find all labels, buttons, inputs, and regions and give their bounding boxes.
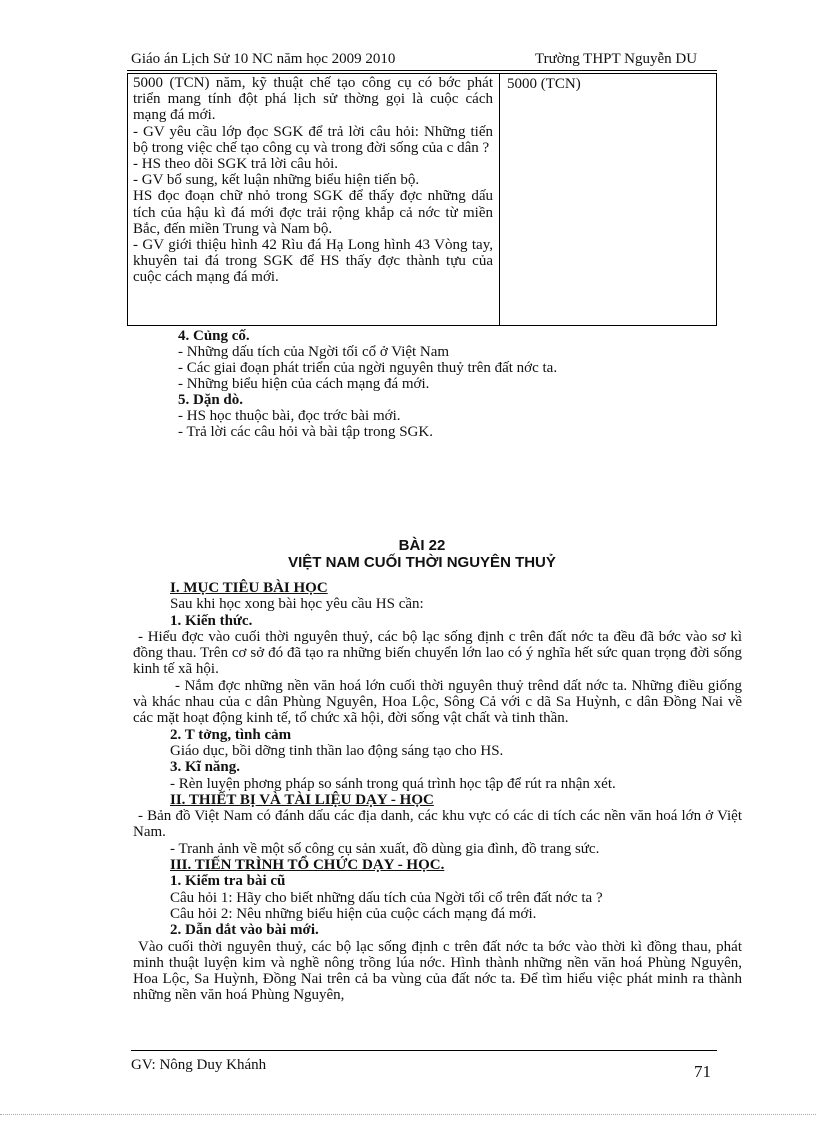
section-heading-objectives: I. MỤC TIÊU BÀI HỌC: [170, 580, 328, 596]
lesson-heading: [127, 537, 717, 571]
lesson-title: VIỆT NAM CUỐI THỜI NGUYÊN THUỶ: [288, 554, 556, 571]
table-right-cell: 5000 (TCN): [507, 76, 581, 92]
paragraph: - Rèn luyện phơng pháp so sánh trong quá trình học tập để rút ra nhận xét.: [170, 775, 616, 792]
table-line: HS đọc đoạn chữ nhỏ trong SGK để thấy đợc những dấu tích của hậu kì đá mới đợc trải rộng khắp cả nớc từ miền Bắc, đến miền Trung và Nam bộ.: [133, 188, 493, 237]
consolidate-item: - Những biểu hiện của cách mạng đá mới.: [178, 376, 430, 392]
review-question: Câu hỏi 2: Nêu những biểu hiện của cuộc cách mạng đá mới.: [170, 905, 537, 922]
objectives-intro: Sau khi học xong bài học yêu cầu HS cần:: [170, 596, 424, 613]
subheading-intro: 2. Dẫn dắt vào bài mới.: [170, 922, 319, 939]
review-question: Câu hỏi 1: Hãy cho biết những dấu tích của Ngời tối cổ trên đất nớc ta ?: [170, 889, 603, 906]
paragraph: - Tranh ảnh về một số công cụ sản xuất, đồ dùng gia đình, đồ trang sức.: [170, 840, 600, 857]
table-line: 5000 (TCN) năm, kỹ thuật chế tạo công cụ có bớc phát triển mang tính đột phá lịch sử thờng gọi là cuộc cách mạng đá mới.: [133, 75, 493, 124]
table-left-cell: [133, 75, 493, 286]
table-line: - GV bổ sung, kết luận những biểu hiện tiến bộ.: [133, 172, 420, 189]
consolidate-item: - Những dấu tích của Ngời tối cổ ở Việt Nam: [178, 344, 450, 360]
subheading-attitude: 2. T tởng, tình cảm: [170, 726, 292, 743]
homework-heading: 5. Dặn dò.: [178, 392, 244, 408]
lesson-body: [133, 580, 742, 1004]
paragraph: - Hiểu đợc vào cuối thời nguyên thuỷ, các bộ lạc sống định c trên đất nớc ta đều đã bớc vào sơ kì đồng thau. Trên cơ sở đó đã tạo ra những biến chuyển lớn lao có ý nghĩa hết sức quan trọng đời sống kinh tế xã hội.: [133, 628, 742, 678]
homework-item: - HS học thuộc bài, đọc trớc bài mới.: [178, 408, 401, 424]
consolidate-section: [178, 328, 718, 440]
footer-rule: [131, 1050, 717, 1051]
subheading-knowledge: 1. Kiến thức.: [170, 612, 253, 629]
paragraph: - Nắm đợc những nền văn hoá lớn cuối thời nguyên thuỷ trênd dất nớc ta. Những điều giống và khác nhau của c dân Phùng Nguyên, Hoa Lộc, Sông Cả với c dã Sa Huỳnh, c dân Đồng Nai về các mặt hoạt động kinh tế, tổ chức xã hội, đời sống vật chất và tinh thần.: [133, 677, 742, 727]
paragraph: Vào cuối thời nguyên thuỷ, các bộ lạc sống định c trên đất nớc ta bớc vào thời kì đồng thau, phát minh thuật luyện kim và nghề nông trồng lúa nớc. Hình thành những nền văn hoá Phùng Nguyên, Hoa Lộc, Sa Huỳnh, Đồng Nai trên cả ba vùng của đất nớc ta. Để tìm hiểu việc phát minh ra thành những nền văn hoá Phùng Nguyên,: [133, 938, 742, 1004]
footer-teacher: GV: Nông Duy Khánh: [131, 1057, 267, 1073]
table-line: - GV yêu cầu lớp đọc SGK để trả lời câu hỏi: Những tiến bộ trong việc chế tạo công cụ và trong đời sống của c dân ?: [133, 123, 493, 156]
subheading-skills: 3. Kĩ năng.: [170, 759, 241, 776]
paragraph: Giáo dục, bồi dỡng tinh thần lao động sáng tạo cho HS.: [170, 742, 504, 759]
section-heading-process: III. TIẾN TRÌNH TỔ CHỨC DẠY - HỌC.: [170, 857, 445, 874]
table-line: - GV giới thiệu hình 42 Rìu đá Hạ Long hình 43 Vòng tay, khuyên tai đá trong SGK để HS thấy đợc thành tựu của cuộc cách mạng đá mới.: [133, 237, 493, 286]
subheading-review: 1. Kiểm tra bài cũ: [170, 873, 286, 890]
lesson-number: BÀI 22: [398, 537, 446, 554]
consolidate-item: - Các giai đoạn phát triển của ngời nguyên thuỷ trên đất nớc ta.: [178, 360, 558, 376]
page-edge: [0, 1114, 816, 1115]
consolidate-heading: 4. Củng cố.: [178, 328, 250, 344]
table-line: - HS theo dõi SGK trả lời câu hỏi.: [133, 156, 338, 173]
header-rule: [127, 70, 717, 71]
table-column-divider: [499, 73, 500, 326]
homework-item: - Trả lời các câu hỏi và bài tập trong SGK.: [178, 424, 433, 440]
paragraph: - Bản đồ Việt Nam có đánh dấu các địa danh, các khu vực có các di tích các nền văn hoá lớn ở Việt Nam.: [133, 808, 742, 841]
section-heading-equipment: II. THIẾT BỊ VÀ TÀI LIỆU DẠY - HỌC: [170, 791, 434, 808]
header-school: Trường THPT Nguyễn DU: [535, 51, 698, 67]
page-number: 71: [694, 1062, 711, 1081]
header-doc-title: Giáo án Lịch Sử 10 NC năm học 2009 2010: [131, 51, 396, 67]
